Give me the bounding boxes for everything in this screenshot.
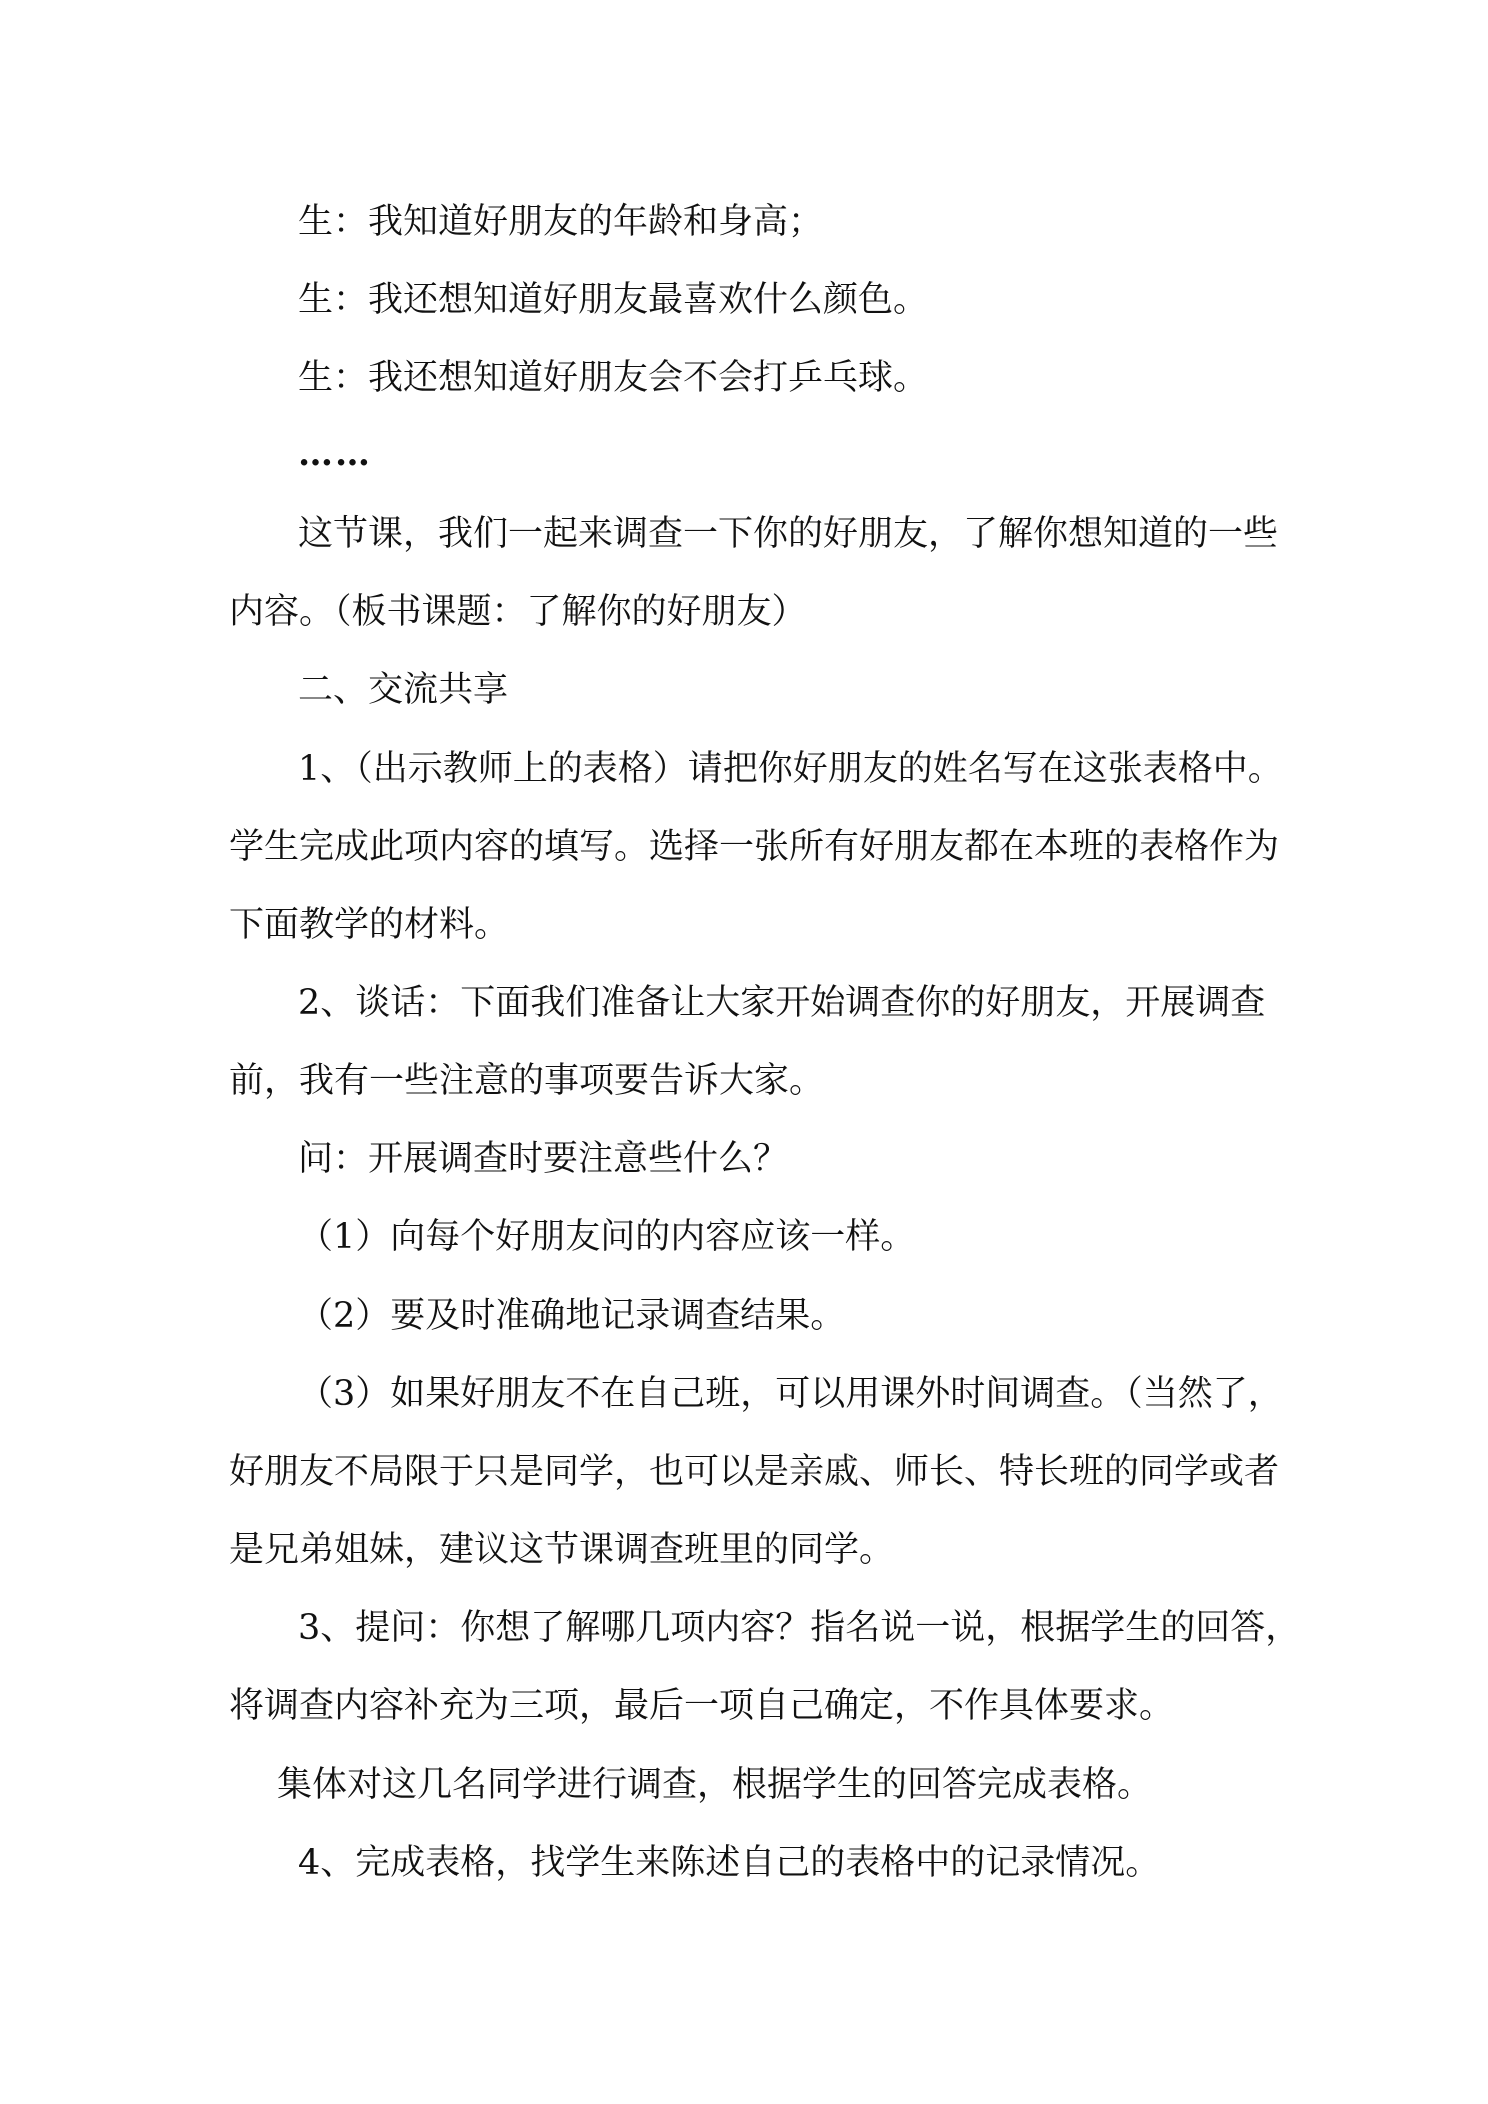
ellipsis-line: …… — [298, 433, 372, 474]
paragraph-line: 前，我有一些注意的事项要告诉大家。 — [229, 1061, 825, 1101]
paragraph-line: 2、谈话：下面我们准备让大家开始调查你的好朋友，开展调查 — [298, 983, 1266, 1023]
paragraph-line: 生：我还想知道好朋友最喜欢什么颜色。 — [298, 280, 929, 320]
section-heading: 二、交流共享 — [298, 670, 509, 710]
paragraph-line: 好朋友不局限于只是同学，也可以是亲戚、师长、特长班的同学或者 — [229, 1452, 1280, 1492]
paragraph-line: 内容。（板书课题：了解你的好朋友） — [229, 592, 807, 632]
paragraph-line: 这节课，我们一起来调查一下你的好朋友，了解你想知道的一些 — [298, 514, 1279, 554]
paragraph-line: 下面教学的材料。 — [229, 905, 510, 945]
paragraph-line: 1、（出示教师上的表格）请把你好朋友的姓名写在这张表格中。 — [298, 749, 1283, 789]
paragraph-line: 4、完成表格，找学生来陈述自己的表格中的记录情况。 — [298, 1843, 1161, 1883]
paragraph-line: 将调查内容补充为三项，最后一项自己确定，不作具体要求。 — [229, 1686, 1175, 1726]
paragraph-line: 问：开展调查时要注意些什么？ — [298, 1139, 789, 1179]
paragraph-line: 是兄弟姐妹，建议这节课调查班里的同学。 — [229, 1530, 895, 1570]
paragraph-line: 集体对这几名同学进行调查，根据学生的回答完成表格。 — [277, 1765, 1153, 1805]
paragraph-line: 学生完成此项内容的填写。选择一张所有好朋友都在本班的表格作为 — [229, 827, 1280, 867]
list-item: （1）向每个好朋友问的内容应该一样。 — [298, 1217, 916, 1257]
paragraph-line: 生：我还想知道好朋友会不会打乒乓球。 — [298, 358, 929, 398]
paragraph-line: 生：我知道好朋友的年龄和身高； — [298, 202, 824, 242]
list-item: （2）要及时准确地记录调查结果。 — [298, 1296, 846, 1336]
list-item: （3）如果好朋友不在自己班，可以用课外时间调查。（当然了， — [298, 1374, 1283, 1414]
paragraph-line: 3、提问：你想了解哪几项内容？指名说一说，根据学生的回答， — [298, 1608, 1301, 1648]
